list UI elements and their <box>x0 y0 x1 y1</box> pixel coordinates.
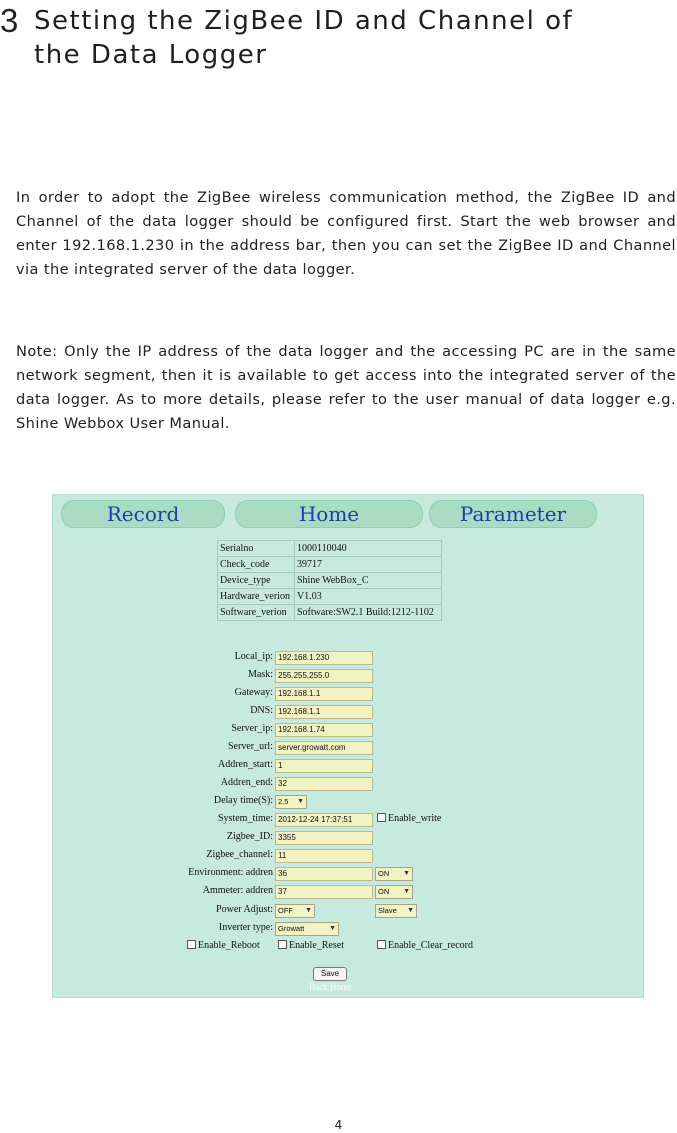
enable-write-label: Enable_write <box>388 813 442 824</box>
zigbee-id-input[interactable]: 3355 <box>275 831 373 845</box>
system-time-input[interactable]: 2012-12-24 17:37:51 <box>275 813 373 827</box>
enable-reset-label: Enable_Reset <box>289 940 344 951</box>
enable-clear-record-checkbox[interactable] <box>377 940 473 951</box>
info-value: 1000110040 <box>295 541 442 557</box>
section-title-line2: the Data Logger <box>34 40 268 70</box>
dns-label: DNS: <box>250 705 273 716</box>
table-row <box>218 557 442 573</box>
ammeter-addren-input[interactable]: 37 <box>275 885 373 899</box>
info-key: Device_type <box>218 573 295 589</box>
enable-clear-record-label: Enable_Clear_record <box>388 940 473 951</box>
checkbox-icon <box>377 940 386 949</box>
gateway-input[interactable]: 192.168.1.1 <box>275 687 373 701</box>
table-row <box>218 573 442 589</box>
enable-reboot-label: Enable_Reboot <box>198 940 260 951</box>
ammeter-select-value: ON <box>378 887 390 896</box>
page-number: 4 <box>334 1118 343 1132</box>
info-value: V1.03 <box>295 589 442 605</box>
environment-select-value: ON <box>378 869 390 878</box>
chevron-down-icon: ▼ <box>403 870 410 877</box>
checkbox-icon <box>377 813 386 822</box>
dns-input[interactable]: 192.168.1.1 <box>275 705 373 719</box>
power-mode-select[interactable] <box>375 904 417 918</box>
power-mode-value: Slave <box>378 906 397 915</box>
checkbox-icon <box>187 940 196 949</box>
power-adjust-select[interactable] <box>275 904 315 918</box>
info-value: Software:SW2.1 Build:1212-1102 <box>295 605 442 621</box>
back-home-link[interactable]: Back Home <box>309 982 352 992</box>
gateway-label: Gateway: <box>234 687 273 698</box>
inverter-type-value: Growatt <box>278 924 305 933</box>
zigbee-channel-label: Zigbee_channel: <box>206 849 273 860</box>
device-info-table <box>217 540 442 621</box>
environment-addren-input[interactable]: 36 <box>275 867 373 881</box>
local-ip-label: Local_ip: <box>234 651 273 662</box>
server-ip-label: Server_ip: <box>231 723 273 734</box>
delay-time-label: Delay time(S): <box>213 795 273 806</box>
info-value: Shine WebBox_C <box>295 573 442 589</box>
chevron-down-icon: ▼ <box>297 798 304 805</box>
addren-end-input[interactable]: 32 <box>275 777 373 791</box>
addren-start-label: Addren_start: <box>218 759 273 770</box>
enable-write-checkbox[interactable] <box>377 813 441 824</box>
chevron-down-icon: ▼ <box>329 925 336 932</box>
logger-web-screenshot <box>52 494 644 998</box>
info-key: Hardware_verion <box>218 589 295 605</box>
inverter-type-label: Inverter type: <box>218 922 273 933</box>
power-adjust-value: OFF <box>278 906 293 915</box>
enable-reset-checkbox[interactable] <box>278 940 344 951</box>
nav-parameter-button[interactable]: Parameter <box>429 500 597 528</box>
addren-end-label: Addren_end: <box>220 777 273 788</box>
info-value: 39717 <box>295 557 442 573</box>
nav-record-button[interactable]: Record <box>61 500 225 528</box>
chevron-down-icon: ▼ <box>403 888 410 895</box>
nav-home-button[interactable]: Home <box>235 500 423 528</box>
intro-paragraph: In order to adopt the ZigBee wireless communication method, the ZigBee ID and Channel of the data logger should be configured first. Start the web browser and enter 192.168.1.230 in the address bar, then you can set the ZigBee ID and Channel via the integrated server of the data logger. <box>16 189 676 278</box>
section-number: 3 <box>0 2 19 39</box>
ammeter-addren-label: Ammeter: addren <box>202 885 273 896</box>
ammeter-select[interactable] <box>375 885 413 899</box>
section-title <box>34 4 654 72</box>
section-title-line1: Setting the ZigBee ID and Channel of <box>34 6 574 36</box>
mask-label: Mask: <box>248 669 273 680</box>
table-row <box>218 541 442 557</box>
info-key: Serialno <box>218 541 295 557</box>
zigbee-id-label: Zigbee_ID: <box>226 831 273 842</box>
checkbox-icon <box>278 940 287 949</box>
info-key: Software_verion <box>218 605 295 621</box>
environment-select[interactable] <box>375 867 413 881</box>
table-row <box>218 589 442 605</box>
system-time-label: System_time: <box>218 813 273 824</box>
chevron-down-icon: ▼ <box>407 907 414 914</box>
inverter-type-select[interactable] <box>275 922 339 936</box>
chevron-down-icon: ▼ <box>305 907 312 914</box>
addren-start-input[interactable]: 1 <box>275 759 373 773</box>
server-url-input[interactable]: server.growatt.com <box>275 741 373 755</box>
local-ip-input[interactable]: 192.168.1.230 <box>275 651 373 665</box>
delay-time-select[interactable] <box>275 795 307 809</box>
enable-reboot-checkbox[interactable] <box>187 940 260 951</box>
delay-time-value: 2.5 <box>278 797 289 806</box>
info-key: Check_code <box>218 557 295 573</box>
note-paragraph: Note: Only the IP address of the data logger and the accessing PC are in the same network segment, then it is available to get access into the integrated server of the data logger. As to more details, please refer to the user manual of data logger e.g. Shine Webbox User Manual. <box>16 343 676 432</box>
server-url-label: Server_url: <box>228 741 273 752</box>
environment-addren-label: Environment: addren <box>188 867 273 878</box>
save-button[interactable]: Save <box>313 967 347 981</box>
zigbee-channel-input[interactable]: 11 <box>275 849 373 863</box>
table-row <box>218 605 442 621</box>
power-adjust-label: Power Adjust: <box>216 904 273 915</box>
mask-input[interactable]: 255.255.255.0 <box>275 669 373 683</box>
server-ip-input[interactable]: 192.168.1.74 <box>275 723 373 737</box>
